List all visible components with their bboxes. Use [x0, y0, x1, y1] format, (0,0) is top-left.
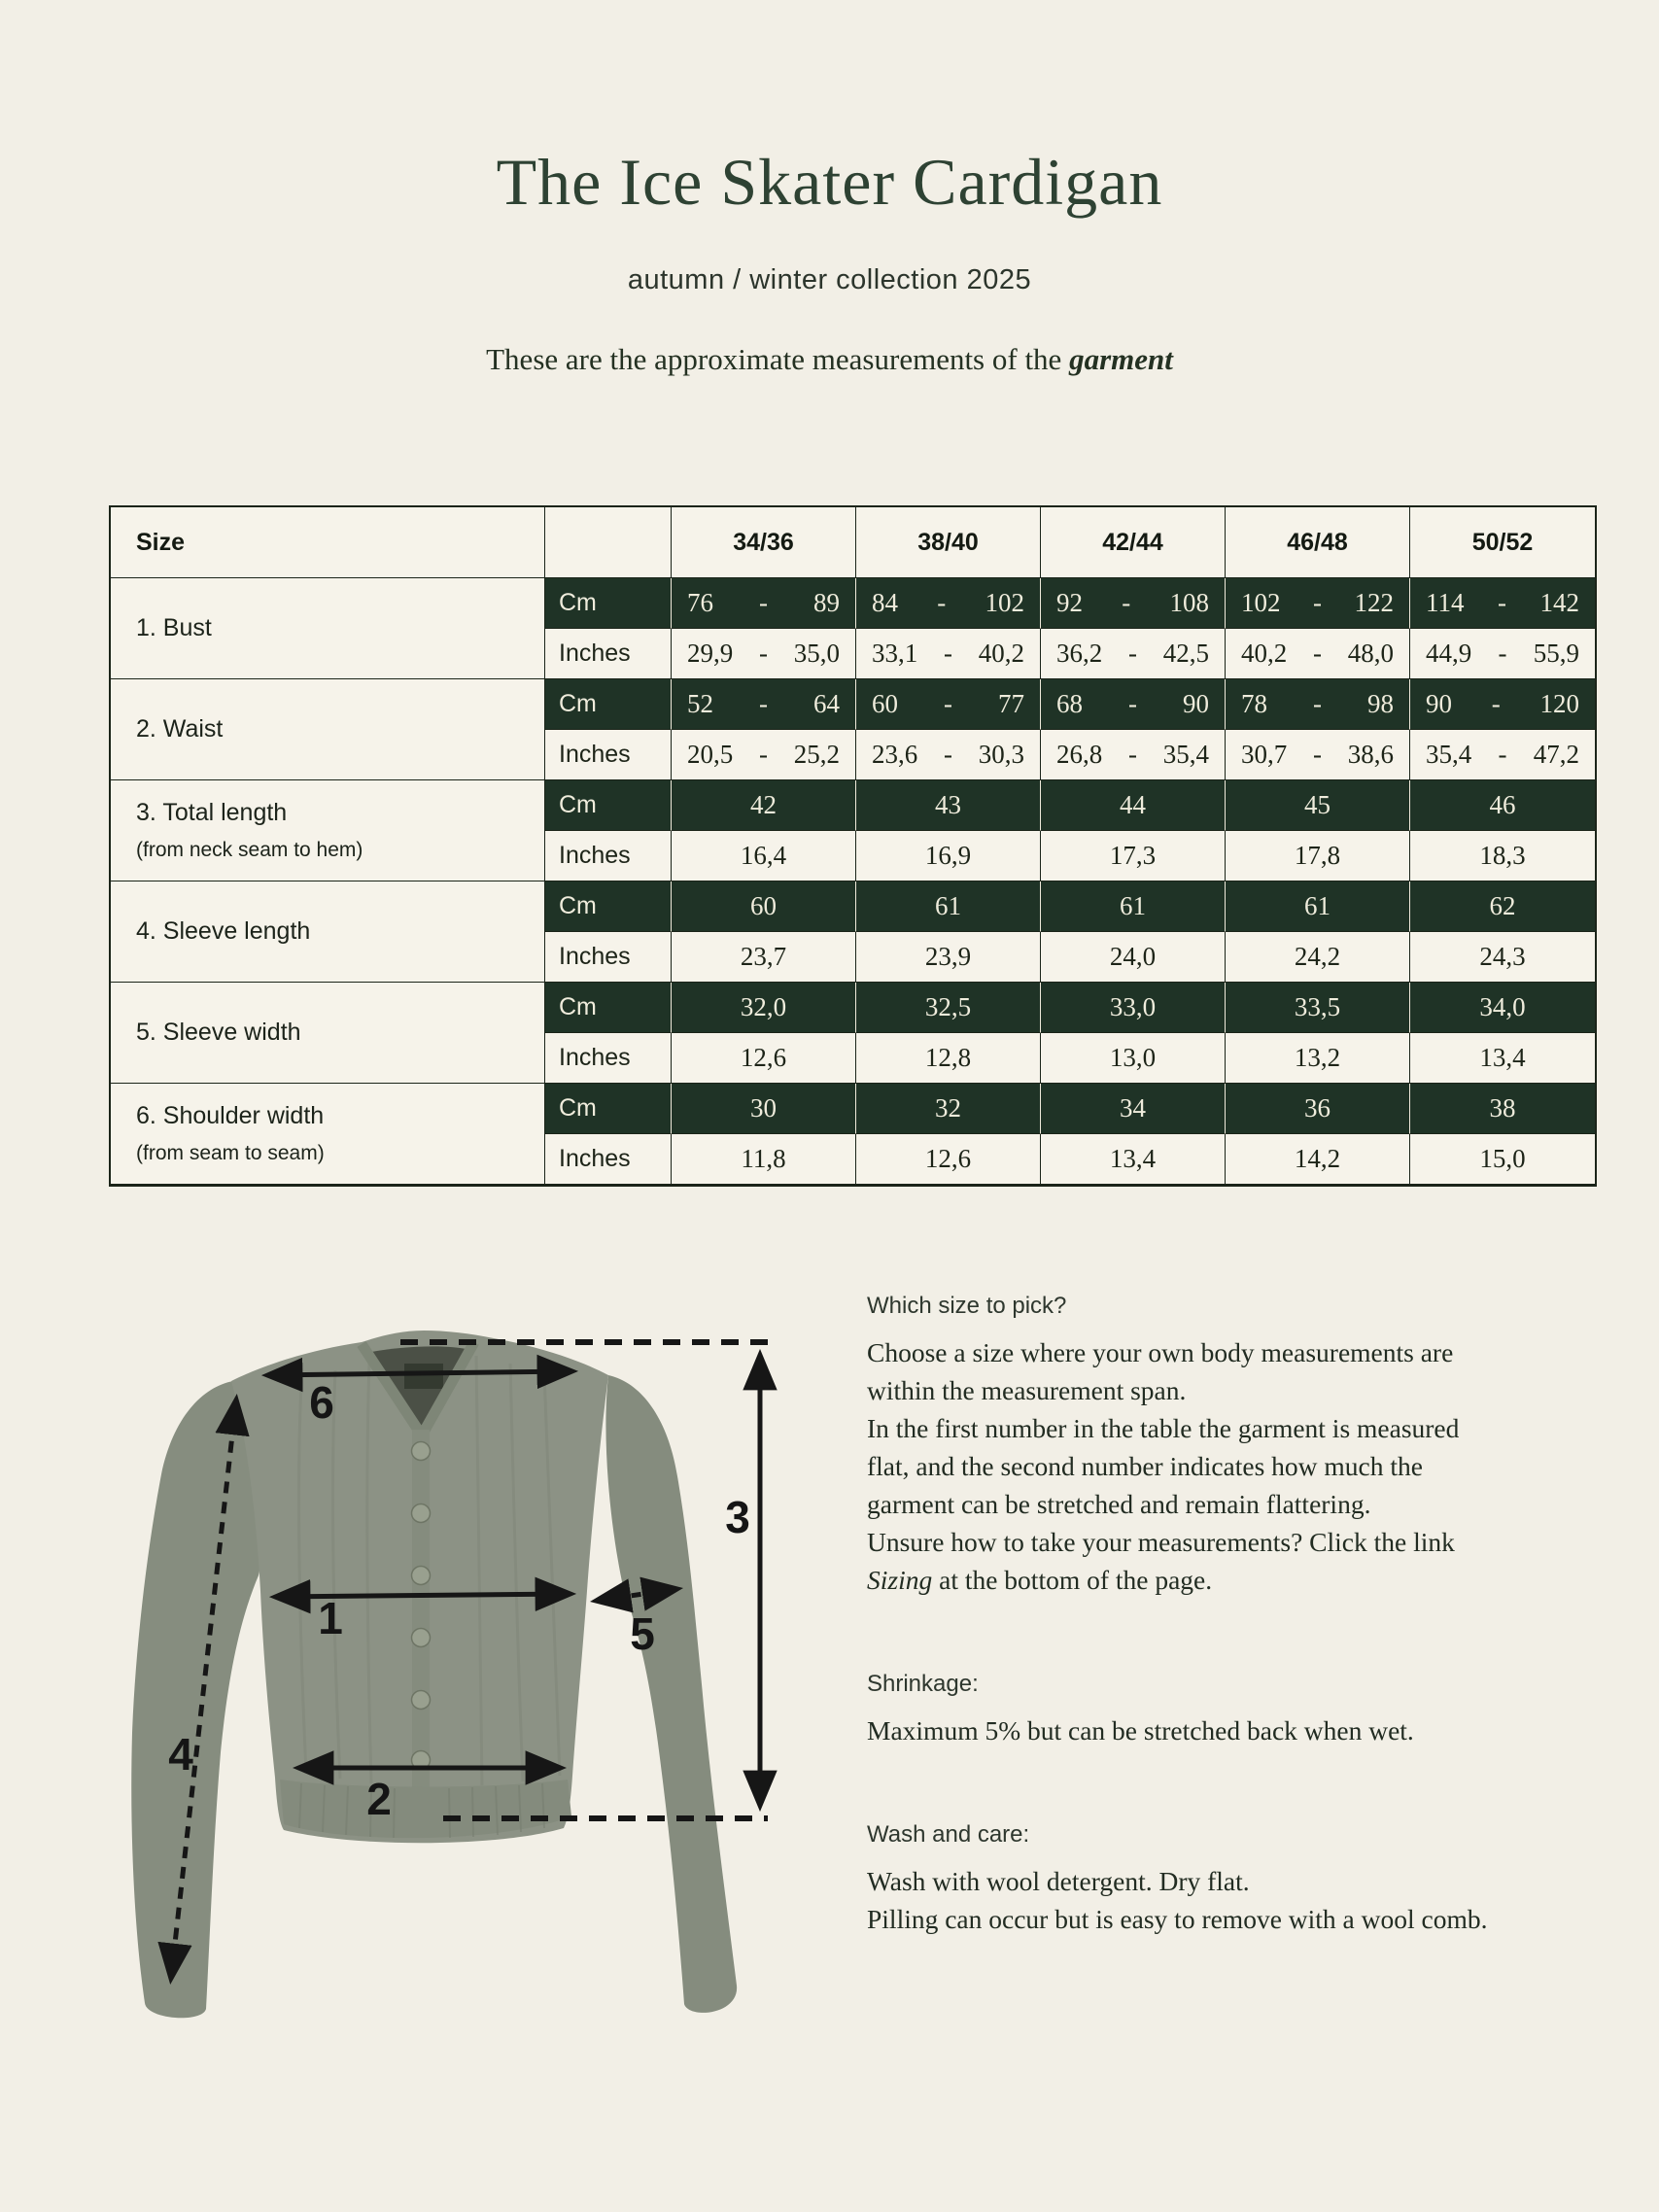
- value-cell: 61: [856, 881, 1041, 932]
- unit-cell: Inches: [545, 1134, 672, 1185]
- value-cell: 60: [672, 881, 856, 932]
- left-sleeve: [131, 1381, 264, 2018]
- unit-column-header: [545, 507, 672, 578]
- intro-text: These are the approximate measurements of the: [486, 342, 1070, 376]
- value-cell: 52 - 64: [672, 679, 856, 730]
- unit-cell: Cm: [545, 780, 672, 831]
- value-cell: 62: [1410, 881, 1595, 932]
- value-cell: 16,4: [672, 831, 856, 881]
- value-cell: 20,5 - 25,2: [672, 730, 856, 780]
- value-cell: 13,0: [1041, 1033, 1226, 1084]
- measurement-label-1: 1: [318, 1593, 343, 1643]
- value-cell: 18,3: [1410, 831, 1595, 881]
- value-cell: 30: [672, 1084, 856, 1134]
- value-cell: 23,9: [856, 932, 1041, 983]
- unit-cell: Cm: [545, 679, 672, 730]
- value-cell: 61: [1041, 881, 1226, 932]
- row-label: 2. Waist: [136, 715, 224, 743]
- row-label-cell: [111, 780, 545, 881]
- cardigan-illustration: [131, 1331, 737, 2018]
- value-cell: 17,8: [1226, 831, 1410, 881]
- info-line: garment can be stretched and remain flattering.: [867, 1489, 1371, 1519]
- info-line: Unsure how to take your measurements? Click the link: [867, 1527, 1455, 1557]
- unit-cell: Cm: [545, 983, 672, 1033]
- size-col-header-42-44: 42/44: [1041, 507, 1226, 578]
- value-cell: 68 - 90: [1041, 679, 1226, 730]
- info-line: Choose a size where your own body measurements are: [867, 1337, 1454, 1367]
- value-cell: 44,9 - 55,9: [1410, 629, 1595, 679]
- row-label: 6. Shoulder width: [136, 1102, 325, 1129]
- unit-cell: Inches: [545, 932, 672, 983]
- intro-emphasis: garment: [1069, 342, 1173, 376]
- unit-cell: Inches: [545, 629, 672, 679]
- row-label-cell: [111, 1084, 545, 1185]
- value-cell: 17,3: [1041, 831, 1226, 881]
- value-cell: 114 - 142: [1410, 578, 1595, 629]
- page-title: The Ice Skater Cardigan: [496, 145, 1163, 219]
- value-cell: 90 - 120: [1410, 679, 1595, 730]
- value-cell: 13,2: [1226, 1033, 1410, 1084]
- value-cell: 12,6: [856, 1134, 1041, 1185]
- row-label: 3. Total length: [136, 799, 288, 826]
- value-cell: 35,4 - 47,2: [1410, 730, 1595, 780]
- unit-cell: Inches: [545, 730, 672, 780]
- value-cell: 24,3: [1410, 932, 1595, 983]
- value-cell: 44: [1041, 780, 1226, 831]
- value-cell: 13,4: [1410, 1033, 1595, 1084]
- info-line-sizing: [867, 1561, 1576, 1599]
- size-table: [109, 505, 1597, 1187]
- which-size-text: [867, 1333, 1576, 1599]
- measurement-label-4: 4: [168, 1729, 193, 1780]
- unit-cell: Cm: [545, 578, 672, 629]
- value-cell: 60 - 77: [856, 679, 1041, 730]
- value-cell: 42: [672, 780, 856, 831]
- intro-line: [0, 342, 1659, 377]
- value-cell: 38: [1410, 1084, 1595, 1134]
- value-cell: 34: [1041, 1084, 1226, 1134]
- sizing-link-text: Sizing: [867, 1565, 933, 1595]
- row-label: 1. Bust: [136, 614, 212, 641]
- value-cell: 34,0: [1410, 983, 1595, 1033]
- value-cell: 33,5: [1226, 983, 1410, 1033]
- value-cell: 12,6: [672, 1033, 856, 1084]
- unit-cell: Cm: [545, 881, 672, 932]
- value-cell: 46: [1410, 780, 1595, 831]
- measurement-label-2: 2: [366, 1774, 392, 1824]
- value-cell: 78 - 98: [1226, 679, 1410, 730]
- sizing-line-rest: at the bottom of the page.: [932, 1565, 1213, 1595]
- brand-tag: [404, 1364, 443, 1389]
- value-cell: 32,5: [856, 983, 1041, 1033]
- row-label: 4. Sleeve length: [136, 917, 311, 945]
- shrinkage-heading: Shrinkage:: [867, 1671, 979, 1697]
- row-sublabel: (from seam to seam): [136, 1142, 325, 1164]
- size-col-header-46-48: 46/48: [1226, 507, 1410, 578]
- value-cell: 11,8: [672, 1134, 856, 1185]
- value-cell: 33,0: [1041, 983, 1226, 1033]
- value-cell: 36,2 - 42,5: [1041, 629, 1226, 679]
- value-cell: 24,2: [1226, 932, 1410, 983]
- value-cell: 23,6 - 30,3: [856, 730, 1041, 780]
- row-label-cell: [111, 881, 545, 983]
- info-line: flat, and the second number indicates how much the: [867, 1451, 1423, 1481]
- care-heading: Wash and care:: [867, 1821, 1030, 1848]
- measurement-label-6: 6: [309, 1377, 334, 1428]
- unit-cell: Cm: [545, 1084, 672, 1134]
- value-cell: 30,7 - 38,6: [1226, 730, 1410, 780]
- row-label: 5. Sleeve width: [136, 1019, 301, 1046]
- info-line: within the measurement span.: [867, 1375, 1187, 1405]
- value-cell: 61: [1226, 881, 1410, 932]
- value-cell: 16,9: [856, 831, 1041, 881]
- value-cell: 84 - 102: [856, 578, 1041, 629]
- size-col-header-34-36: 34/36: [672, 507, 856, 578]
- value-cell: 32: [856, 1084, 1041, 1134]
- row-sublabel: (from neck seam to hem): [136, 839, 363, 861]
- value-cell: 102 - 122: [1226, 578, 1410, 629]
- value-cell: 32,0: [672, 983, 856, 1033]
- value-cell: 24,0: [1041, 932, 1226, 983]
- value-cell: 23,7: [672, 932, 856, 983]
- row-label-cell: [111, 679, 545, 780]
- cardigan-measurement-diagram: [58, 1288, 787, 2046]
- value-cell: 40,2 - 48,0: [1226, 629, 1410, 679]
- value-cell: 92 - 108: [1041, 578, 1226, 629]
- value-cell: 33,1 - 40,2: [856, 629, 1041, 679]
- row-label-cell: [111, 983, 545, 1084]
- value-cell: 36: [1226, 1084, 1410, 1134]
- value-cell: 29,9 - 35,0: [672, 629, 856, 679]
- row-label-cell: [111, 578, 545, 679]
- care-line: Pilling can occur but is easy to remove with a wool comb.: [867, 1904, 1488, 1934]
- measurement-label-3: 3: [725, 1492, 750, 1542]
- value-cell: 45: [1226, 780, 1410, 831]
- size-col-header-50-52: 50/52: [1410, 507, 1595, 578]
- unit-cell: Inches: [545, 1033, 672, 1084]
- value-cell: 15,0: [1410, 1134, 1595, 1185]
- unit-cell: Inches: [545, 831, 672, 881]
- value-cell: 43: [856, 780, 1041, 831]
- value-cell: 26,8 - 35,4: [1041, 730, 1226, 780]
- shrinkage-text: Maximum 5% but can be stretched back when wet.: [867, 1715, 1414, 1745]
- size-column-header: Size: [111, 507, 545, 578]
- value-cell: 12,8: [856, 1033, 1041, 1084]
- value-cell: 14,2: [1226, 1134, 1410, 1185]
- info-line: In the first number in the table the garment is measured: [867, 1413, 1460, 1443]
- value-cell: 76 - 89: [672, 578, 856, 629]
- value-cell: 13,4: [1041, 1134, 1226, 1185]
- care-line: Wash with wool detergent. Dry flat.: [867, 1866, 1250, 1896]
- measurement-label-5: 5: [630, 1608, 655, 1659]
- which-size-heading: Which size to pick?: [867, 1293, 1067, 1319]
- right-sleeve: [605, 1375, 737, 2013]
- page-subtitle: autumn / winter collection 2025: [627, 264, 1032, 295]
- info-panel: [867, 1293, 1576, 1938]
- size-col-header-38-40: 38/40: [856, 507, 1041, 578]
